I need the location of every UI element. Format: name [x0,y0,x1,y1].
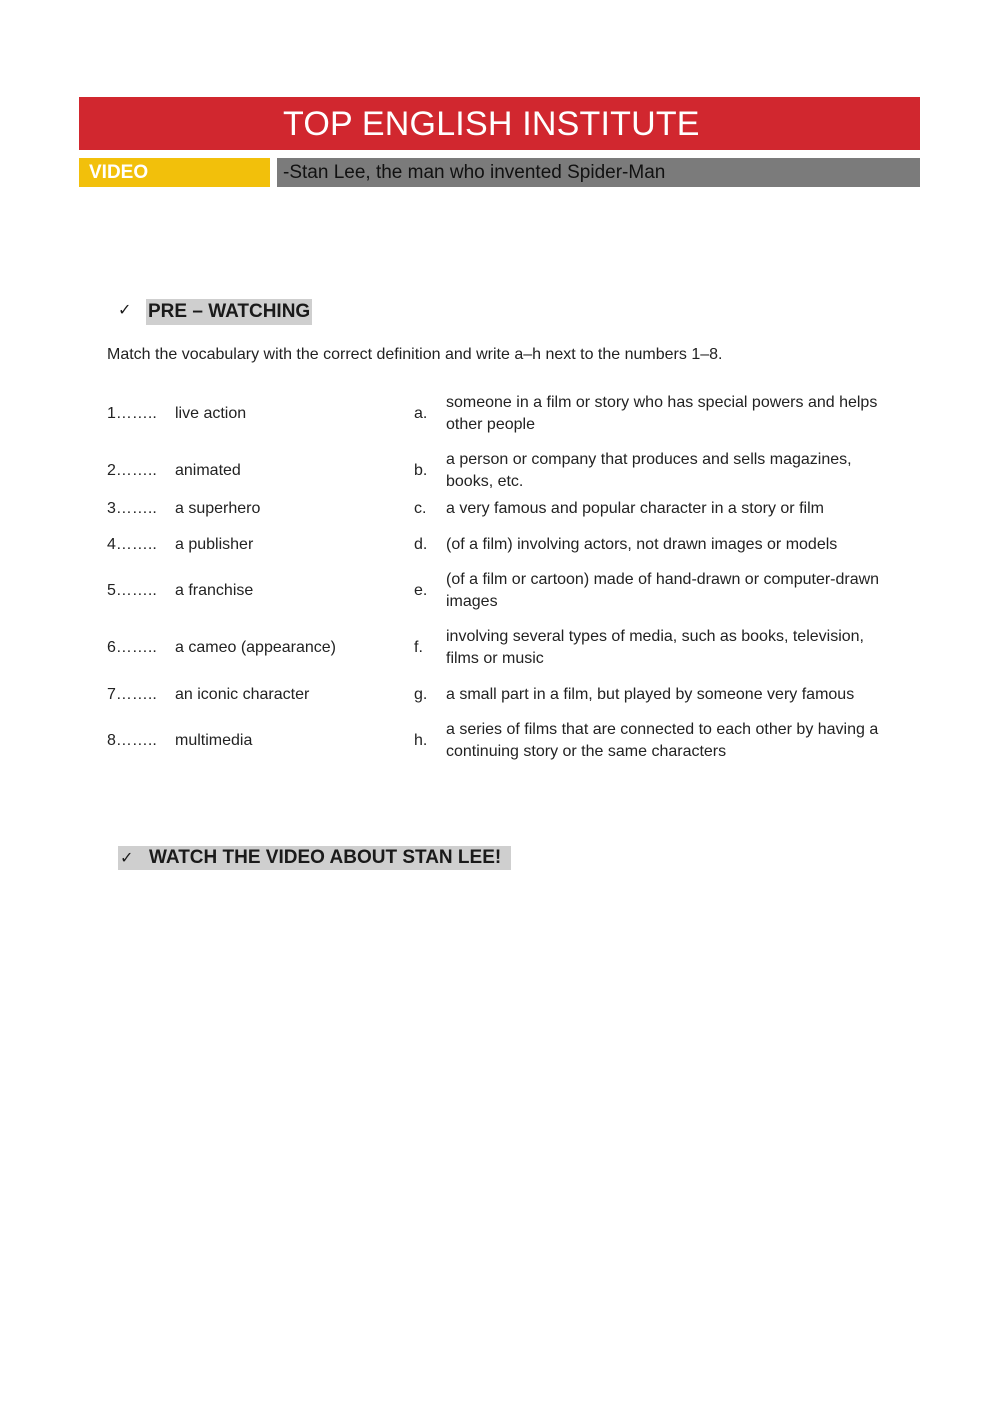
vocab-row [107,569,897,613]
vocab-row [107,684,897,706]
definition-text: a series of films that are connected to each other by having a continuing story or the same characters [446,721,879,760]
watch-video-heading [118,846,511,870]
institute-title: TOP ENGLISH INSTITUTE [283,105,700,143]
definition-letter: f. [414,639,423,656]
institute-banner [79,97,920,150]
definition-text: (of a film or cartoon) made of hand-drawn or computer-drawn images [446,571,880,610]
definition-text: involving several types of media, such as books, television, films or music [446,628,864,667]
pre-watching-title: PRE – WATCHING [146,299,312,325]
definition-text: a small part in a film, but played by someone very famous [446,686,855,703]
definition-letter: h. [414,732,428,749]
item-number[interactable]: 4…….. [107,536,157,553]
definition-letter: e. [414,582,428,599]
definition-letter: b. [414,462,428,479]
vocab-row [107,392,897,436]
vocab-term: an iconic character [175,686,310,703]
watch-video-title: WATCH THE VIDEO ABOUT STAN LEE! [149,847,502,868]
vocab-row [107,498,897,520]
vocab-term: animated [175,462,241,479]
checkmark-icon: ✓ [118,302,132,319]
vocab-row [107,449,897,493]
vocab-row [107,626,897,670]
vocabulary-matching-list [107,392,897,763]
video-tag-label: VIDEO [89,162,149,183]
definition-text: a very famous and popular character in a story or film [446,500,824,517]
definition-text: someone in a film or story who has special powers and helps other people [446,394,878,433]
vocab-row [107,719,897,763]
vocab-row [107,534,897,556]
vocab-term: a superhero [175,500,261,517]
item-number[interactable]: 8…….. [107,732,157,749]
item-number[interactable]: 6…….. [107,639,157,656]
vocab-term: multimedia [175,732,253,749]
definition-letter: g. [414,686,428,703]
instruction-text: Match the vocabulary with the correct definition and write a–h next to the numbers 1–8. [107,346,723,363]
definition-text: (of a film) involving actors, not drawn images or models [446,536,838,553]
vocab-term: a franchise [175,582,254,599]
vocab-term: live action [175,405,247,422]
definition-letter: c. [414,500,427,517]
video-subtitle: -Stan Lee, the man who invented Spider-Man [283,162,666,183]
checkmark-icon: ✓ [120,850,134,867]
definition-letter: a. [414,405,428,422]
item-number[interactable]: 2…….. [107,462,157,479]
item-number[interactable]: 7…….. [107,686,157,703]
video-tag [79,158,270,187]
item-number[interactable]: 1…….. [107,405,157,422]
item-number[interactable]: 5…….. [107,582,157,599]
vocab-term: a cameo (appearance) [175,639,336,656]
item-number[interactable]: 3…….. [107,500,157,517]
vocab-term: a publisher [175,536,254,553]
definition-letter: d. [414,536,428,553]
definition-text: a person or company that produces and sells magazines, books, etc. [446,451,852,490]
video-subtitle-bar [277,158,920,187]
